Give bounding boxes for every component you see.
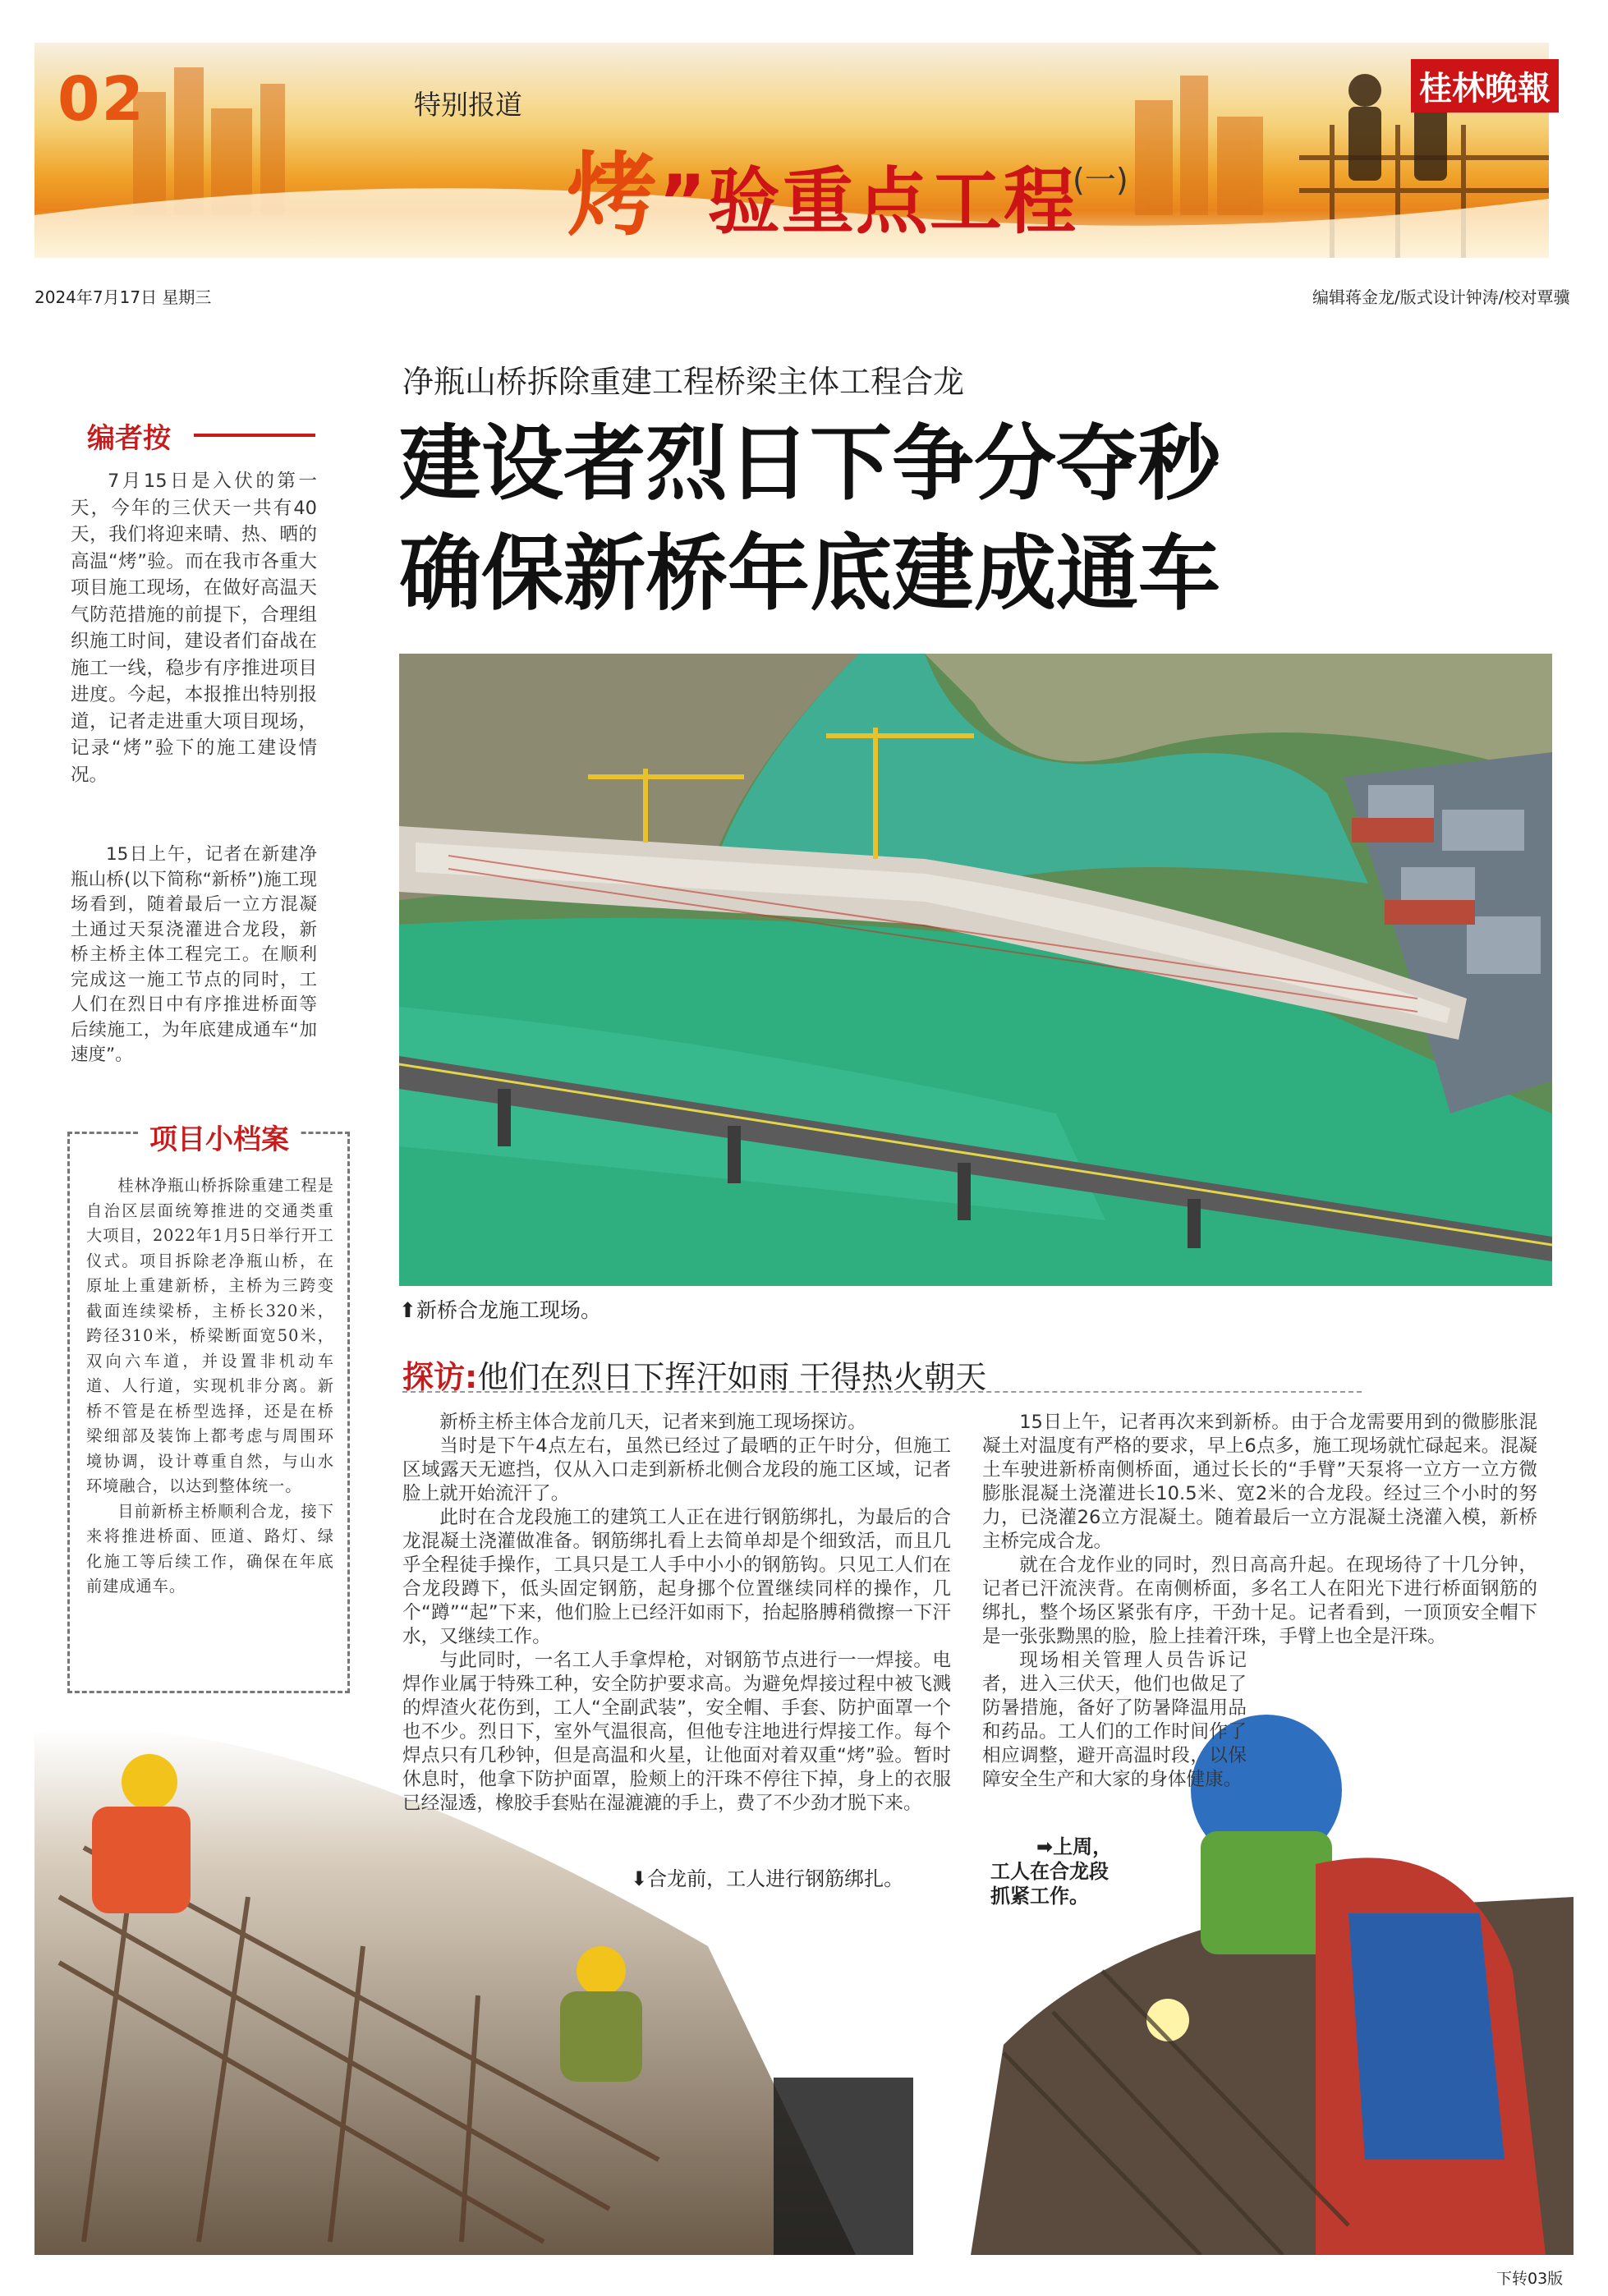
- caption-line: 工人在合龙段: [990, 1860, 1109, 1883]
- section-kicker: 特别报道: [414, 89, 522, 121]
- project-profile-title: 项目小档案: [140, 1117, 299, 1157]
- explore-heading: [402, 1352, 986, 1397]
- body-paragraph: 此时在合龙段施工的建筑工人正在进行钢筋绑扎，为最后的合龙混凝土浇灌做准备。钢筋绑扎看上去简单却是个细致活，而且几乎全程徒手操作，工具只是工人手中小小的钢筋钩。只见工人们在合龙段蹲下，低头固定钢筋，起身挪个位置继续同样的操作，几个“蹲”“起”下来，他们脸上已经汗如雨下，抬起胳膊稍微擦一下汗水，又继续工作。: [402, 1507, 951, 1647]
- headline-line: 建设者烈日下争分夺秒: [399, 416, 1220, 512]
- series-title-fire-char: 烤: [567, 143, 659, 248]
- body-paragraph: 就在合龙作业的同时，烈日高高升起。在现场待了十几分钟，记者已汗流浃背。在南侧桥面，多名工人在阳光下进行桥面钢筋的绑扎，整个场区紧张有序，干劲十足。记者看到，一顶顶安全帽下是一张张黝黑的脸，脸上挂着汗珠，手臂上也全是汗珠。: [982, 1554, 1537, 1647]
- lead-paragraph: 15日上午，记者在新建净瓶山桥(以下简称“新桥”)施工现场看到，随着最后一立方混凝土通过天泵浇灌进合龙段，新桥主桥主体工程完工。在顺利完成这一施工节点的同时，工人们在烈日中有序推进桥面等后续施工，为年底建成通车“加速度”。: [71, 844, 317, 1065]
- photo-caption-rebar: ⬇合龙前，工人进行钢筋绑扎。: [631, 1867, 904, 1890]
- editor-credits: 编辑蒋金龙/版式设计钟涛/校对覃骥: [1312, 287, 1570, 307]
- editor-note-heading: 编者按: [87, 422, 171, 455]
- article-subhead: 净瓶山桥拆除重建工程桥梁主体工程合龙: [402, 364, 965, 400]
- body-paragraph: 与此同时，一名工人手拿焊枪，对钢筋节点进行一一焊接。电焊作业属于特殊工种，安全防护要求高。为避免焊接过程中被飞溅的焊渣火花伤到，工人“全副武装”，安全帽、手套、防护面罩一个也不少。烈日下，室外气温很高，但他专注地进行焊接工作。每个焊点只有几秒钟，但是高温和火星，让他面对着双重“烤”验。暂时休息时，他拿下防护面罩，脸颊上的汗珠不停往下掉，身上的衣服已经湿透，橡胶手套贴在湿漉漉的手上，费了不少劲才脱下来。: [402, 1650, 951, 1814]
- article-headline: [399, 409, 1385, 629]
- explore-rule: [402, 1391, 1362, 1393]
- issue-date: 2024年7月17日 星期三: [34, 287, 212, 307]
- article-column-right: [982, 1411, 1537, 1792]
- body-paragraph: 当时是下午4点左右，虽然已经过了最晒的正午时分，但施工区域露天无遮挡，仅从入口走到新桥北侧合龙段的施工区域，记者脸上就开始流汗了。: [402, 1435, 951, 1504]
- caption-line: ➡上周，: [1036, 1835, 1113, 1858]
- editor-note: [71, 468, 317, 1068]
- project-profile-box: [67, 1132, 350, 1693]
- editor-note-paragraph: 7月15日是入伏的第一天，今年的三伏天一共有40天，我们将迎来晴、热、晒的高温“烤”验。而在我市各重大项目施工现场，在做好高温天气防范措施的前提下，合理组织施工时间，建设者们奋战在施工一线，稳步有序推进项目进度。今起，本报推出特别报道，记者走进重大项目现场，记录“烤”验下的施工建设情况。: [71, 471, 317, 786]
- series-title-text: ”验重点工程: [659, 159, 1077, 244]
- bridge-aerial-photo: [399, 654, 1552, 1286]
- main-photo-caption: ⬆新桥合龙施工现场。: [399, 1298, 601, 1322]
- article-column-left: [402, 1411, 951, 1816]
- caption-line: 抓紧工作。: [990, 1885, 1089, 1908]
- photo-caption-closure: [990, 1835, 1112, 1908]
- explore-label: 探访:: [402, 1359, 478, 1395]
- series-part: (一): [1073, 162, 1128, 198]
- newspaper-logo: 桂林晚報: [1411, 59, 1559, 113]
- editor-note-rule: [194, 434, 315, 437]
- continued-marker: 下转03版: [1493, 2265, 1566, 2290]
- body-paragraph: 现场相关管理人员告诉记者，进入三伏天，他们也做足了防暑措施，备好了防暑降温用品和药品。工人们的工作时间作了相应调整，避开高温时段，以保障安全生产和大家的身体健康。: [982, 1650, 1247, 1790]
- body-paragraph: 15日上午，记者再次来到新桥。由于合龙需要用到的微膨胀混凝土对温度有严格的要求，早上6点多，施工现场就忙碌起来。混凝土车驶进新桥南侧桥面，通过长长的“手臂”天泵将一立方一立方微膨胀混凝土浇灌进长10.5米、宽2米的合龙段。经过三个小时的努力，已浇灌26立方混凝土。随着最后一立方混凝土浇灌入模，新桥主桥完成合龙。: [982, 1412, 1537, 1552]
- series-title: [567, 123, 1077, 253]
- project-profile-paragraph: 桂林净瓶山桥拆除重建工程是自治区层面统筹推进的交通类重大项目，2022年1月5日举行开工仪式。项目拆除老净瓶山桥，在原址上重建新桥，主桥为三跨变截面连续梁桥，主桥长320米，跨径310米，桥梁断面宽50米，双向六车道，并设置非机动车道、人行道，实现机非分离。新桥不管是在桥型选择，还是在桥梁细部及装饰上都考虑与周围环境协调，设计尊重自然，与山水环境融合，以达到整体统一。: [86, 1176, 334, 1495]
- project-profile-paragraph: 目前新桥主桥顺利合龙，接下来将推进桥面、匝道、路灯、绿化施工等后续工作，确保在年底前建成通车。: [86, 1501, 334, 1596]
- page-number: 02: [57, 64, 145, 135]
- body-paragraph: 新桥主桥主体合龙前几天，记者来到施工现场探访。: [439, 1412, 866, 1433]
- headline-line: 确保新桥年底建成通车: [399, 526, 1220, 622]
- explore-title: 他们在烈日下挥汗如雨 干得热火朝天: [477, 1359, 987, 1395]
